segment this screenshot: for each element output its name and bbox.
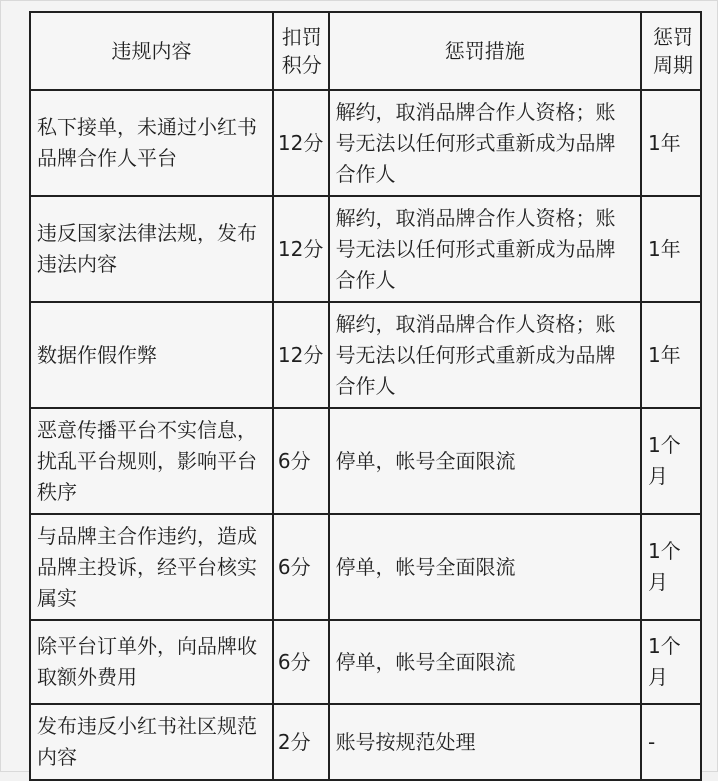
cell-measure: 解约，取消品牌合作人资格；账号无法以任何形式重新成为品牌合作人	[329, 90, 641, 196]
table-row	[30, 196, 701, 302]
table-row	[30, 302, 701, 408]
table-row	[30, 90, 701, 196]
header-content: 违规内容	[30, 12, 273, 90]
cell-points: 2分	[273, 704, 329, 780]
cell-measure: 解约，取消品牌合作人资格；账号无法以任何形式重新成为品牌合作人	[329, 196, 641, 302]
cell-points: 6分	[273, 620, 329, 704]
cell-period: 1年	[641, 196, 701, 302]
header-measure: 惩罚措施	[329, 12, 641, 90]
table-row	[30, 620, 701, 704]
cell-points: 12分	[273, 196, 329, 302]
cell-points: 6分	[273, 408, 329, 514]
cell-period: 1个月	[641, 408, 701, 514]
table-row	[30, 408, 701, 514]
cell-points: 12分	[273, 90, 329, 196]
table-row	[30, 704, 701, 780]
cell-period: -	[641, 704, 701, 780]
cell-content: 恶意传播平台不实信息，扰乱平台规则，影响平台秩序	[30, 408, 273, 514]
cell-content: 私下接单，未通过小红书品牌合作人平台	[30, 90, 273, 196]
cell-period: 1个月	[641, 620, 701, 704]
cell-measure: 解约，取消品牌合作人资格；账号无法以任何形式重新成为品牌合作人	[329, 302, 641, 408]
penalty-table	[29, 11, 702, 781]
cell-measure: 停单，帐号全面限流	[329, 514, 641, 620]
cell-content: 除平台订单外，向品牌收取额外费用	[30, 620, 273, 704]
cell-points: 12分	[273, 302, 329, 408]
cell-period: 1个月	[641, 514, 701, 620]
cell-content: 数据作假作弊	[30, 302, 273, 408]
table-header-row	[30, 12, 701, 90]
cell-period: 1年	[641, 90, 701, 196]
cell-content: 发布违反小红书社区规范内容	[30, 704, 273, 780]
header-points: 扣罚积分	[273, 12, 329, 90]
cell-measure: 停单，帐号全面限流	[329, 408, 641, 514]
cell-measure: 停单，帐号全面限流	[329, 620, 641, 704]
cell-points: 6分	[273, 514, 329, 620]
cell-content: 违反国家法律法规，发布违法内容	[30, 196, 273, 302]
cell-content: 与品牌主合作违约，造成品牌主投诉，经平台核实属实	[30, 514, 273, 620]
cell-period: 1年	[641, 302, 701, 408]
header-period: 惩罚周期	[641, 12, 701, 90]
table-row	[30, 514, 701, 620]
cell-measure: 账号按规范处理	[329, 704, 641, 780]
